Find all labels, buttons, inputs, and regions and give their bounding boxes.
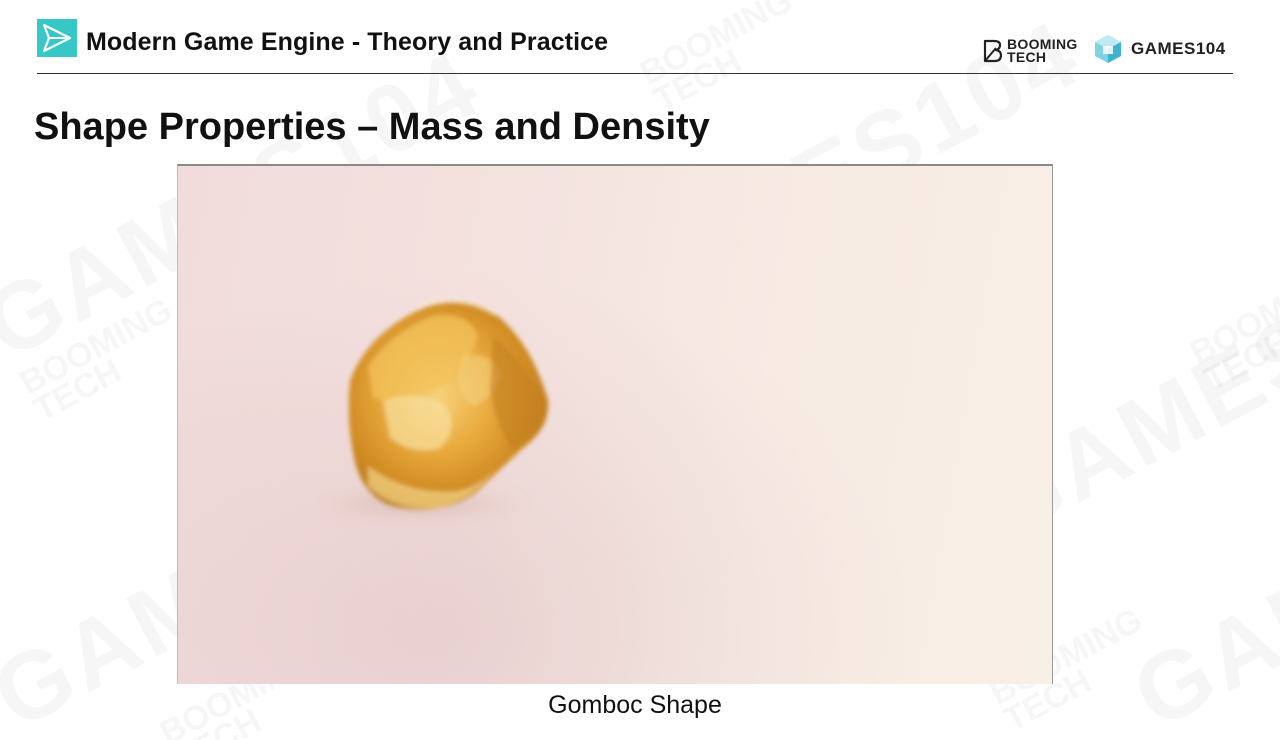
slide-title: Shape Properties – Mass and Density [34,106,710,148]
play-triangle-icon [37,19,77,57]
gomboc-shape-image [178,166,1053,684]
games104-text: GAMES104 [1131,39,1226,58]
slide-header [0,0,1280,76]
tech-text: TECH [1007,49,1047,65]
course-title: Modern Game Engine - Theory and Practice [86,28,609,56]
games104-logo [1093,33,1226,65]
video-caption: Gomboc Shape [548,691,722,719]
booming-text: BOOMING [1007,36,1078,52]
booming-tech-logo-icon [982,39,1004,63]
header-divider [37,73,1233,74]
watermark [16,294,191,425]
booming-tech-logo [982,36,1078,66]
games-cube-icon [1093,33,1123,65]
gomboc-video[interactable] [177,164,1053,684]
watermark [1186,264,1280,395]
